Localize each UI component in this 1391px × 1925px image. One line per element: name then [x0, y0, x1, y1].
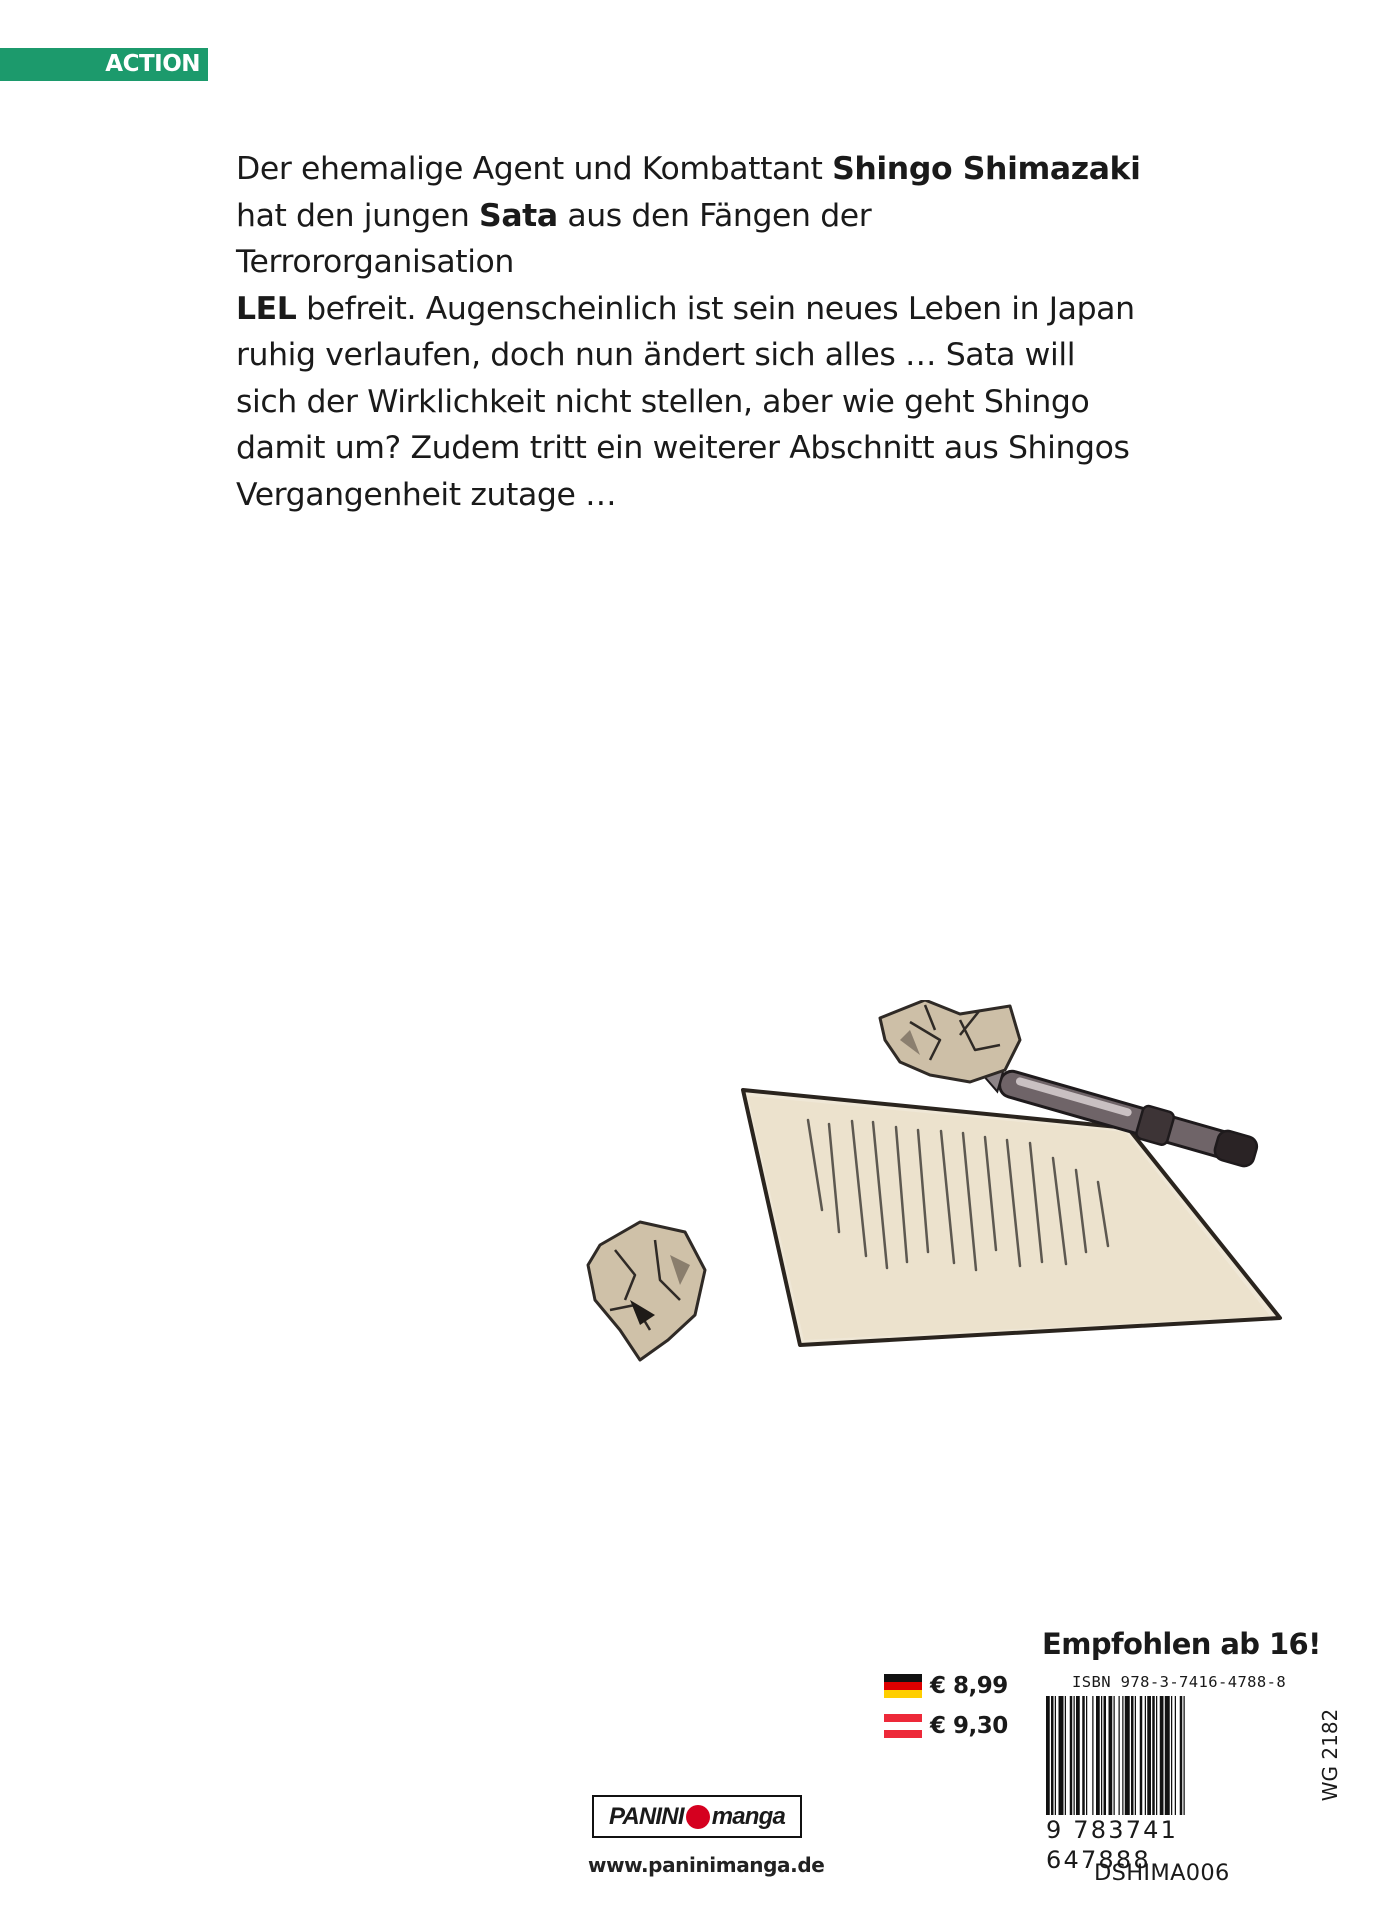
synopsis-line-1: Der ehemalige Agent und Kombattant Shingo Shimazaki	[236, 151, 1141, 187]
austria-flag-icon	[884, 1714, 922, 1738]
crumpled-paper-bottom	[588, 1222, 705, 1360]
barcode-bar	[1165, 1696, 1170, 1826]
barcode-bar	[1076, 1696, 1080, 1826]
barcode-bar	[1101, 1696, 1102, 1826]
barcode-bar	[1156, 1696, 1157, 1826]
sata-name: Sata	[479, 197, 558, 234]
logo-panini: PANINI	[608, 1802, 684, 1830]
barcode-bar	[1096, 1696, 1100, 1826]
barcode-bar	[1171, 1696, 1172, 1826]
logo-manga: manga	[711, 1802, 786, 1830]
letter-pen-crumpled-paper-icon	[580, 1000, 1300, 1470]
logo-dot-icon	[686, 1805, 710, 1829]
barcode-bar	[1109, 1696, 1113, 1826]
barcode-bar	[1070, 1696, 1073, 1826]
barcode-bar	[1051, 1696, 1054, 1826]
product-code: DSHIMA006	[1094, 1860, 1230, 1886]
genre-label: ACTION	[105, 51, 200, 77]
price-germany	[884, 1671, 1008, 1701]
barcode-bar	[1119, 1696, 1120, 1826]
price-austria	[884, 1711, 1008, 1741]
barcode-bar	[1184, 1696, 1185, 1826]
barcode-bar	[1122, 1696, 1123, 1826]
barcode-bar	[1175, 1696, 1176, 1826]
barcode-bar	[1145, 1696, 1146, 1826]
barcode-bar	[1086, 1696, 1087, 1826]
lel-name: LEL	[236, 290, 297, 327]
age-recommendation: Empfohlen ab 16!	[1042, 1627, 1321, 1661]
synopsis-line-7: Vergangenheit zutage …	[236, 476, 617, 513]
barcode-bar	[1140, 1696, 1143, 1826]
barcode-bar	[1092, 1696, 1093, 1826]
price-value-austria: € 9,30	[930, 1713, 1008, 1739]
crumpled-paper-top	[880, 1000, 1020, 1082]
barcode-bar	[1180, 1696, 1183, 1826]
isbn-text: ISBN 978-3-7416-4788-8	[1072, 1673, 1287, 1691]
barcode-bar	[1114, 1696, 1115, 1826]
barcode-bar	[1074, 1696, 1075, 1826]
synopsis-line-2: hat den jungen Sata aus den Fängen der Terrororganisation	[236, 197, 872, 280]
barcode-bar	[1152, 1696, 1155, 1826]
barcode-bar	[1082, 1696, 1085, 1826]
wg-code: WG 2182	[1318, 1708, 1342, 1802]
synopsis-line-4: ruhig verlaufen, doch nun ändert sich alles … Sata will	[236, 337, 1076, 373]
synopsis-line-6: damit um? Zudem tritt ein weiterer Abschnitt aus Shingos	[236, 430, 1130, 466]
synopsis-line-3: LEL befreit. Augenscheinlich ist sein neues Leben in Japan	[236, 290, 1135, 327]
barcode-bar	[1135, 1696, 1136, 1826]
barcode-bar	[1147, 1696, 1151, 1826]
barcode-bar	[1065, 1696, 1066, 1826]
synopsis-text	[236, 146, 1156, 518]
barcode-bar	[1125, 1696, 1130, 1826]
genre-banner	[0, 48, 208, 81]
barcode-bar	[1046, 1696, 1050, 1826]
barcode-bar	[1160, 1696, 1164, 1826]
barcode-bar	[1055, 1696, 1056, 1826]
barcode-bar	[1131, 1696, 1134, 1826]
price-value-germany: € 8,99	[930, 1673, 1008, 1699]
germany-flag-icon	[884, 1674, 922, 1698]
barcode-bar	[1104, 1696, 1107, 1826]
publisher-logo	[592, 1795, 802, 1838]
barcode-bar	[1059, 1696, 1064, 1826]
publisher-website: www.paninimanga.de	[588, 1853, 825, 1877]
barcode-bars	[1046, 1696, 1286, 1826]
hero-name: Shingo Shimazaki	[832, 151, 1141, 187]
synopsis-line-5: sich der Wirklichkeit nicht stellen, aber wie geht Shingo	[236, 383, 1090, 420]
barcode-number: 9 783741 647888	[1046, 1815, 1286, 1875]
